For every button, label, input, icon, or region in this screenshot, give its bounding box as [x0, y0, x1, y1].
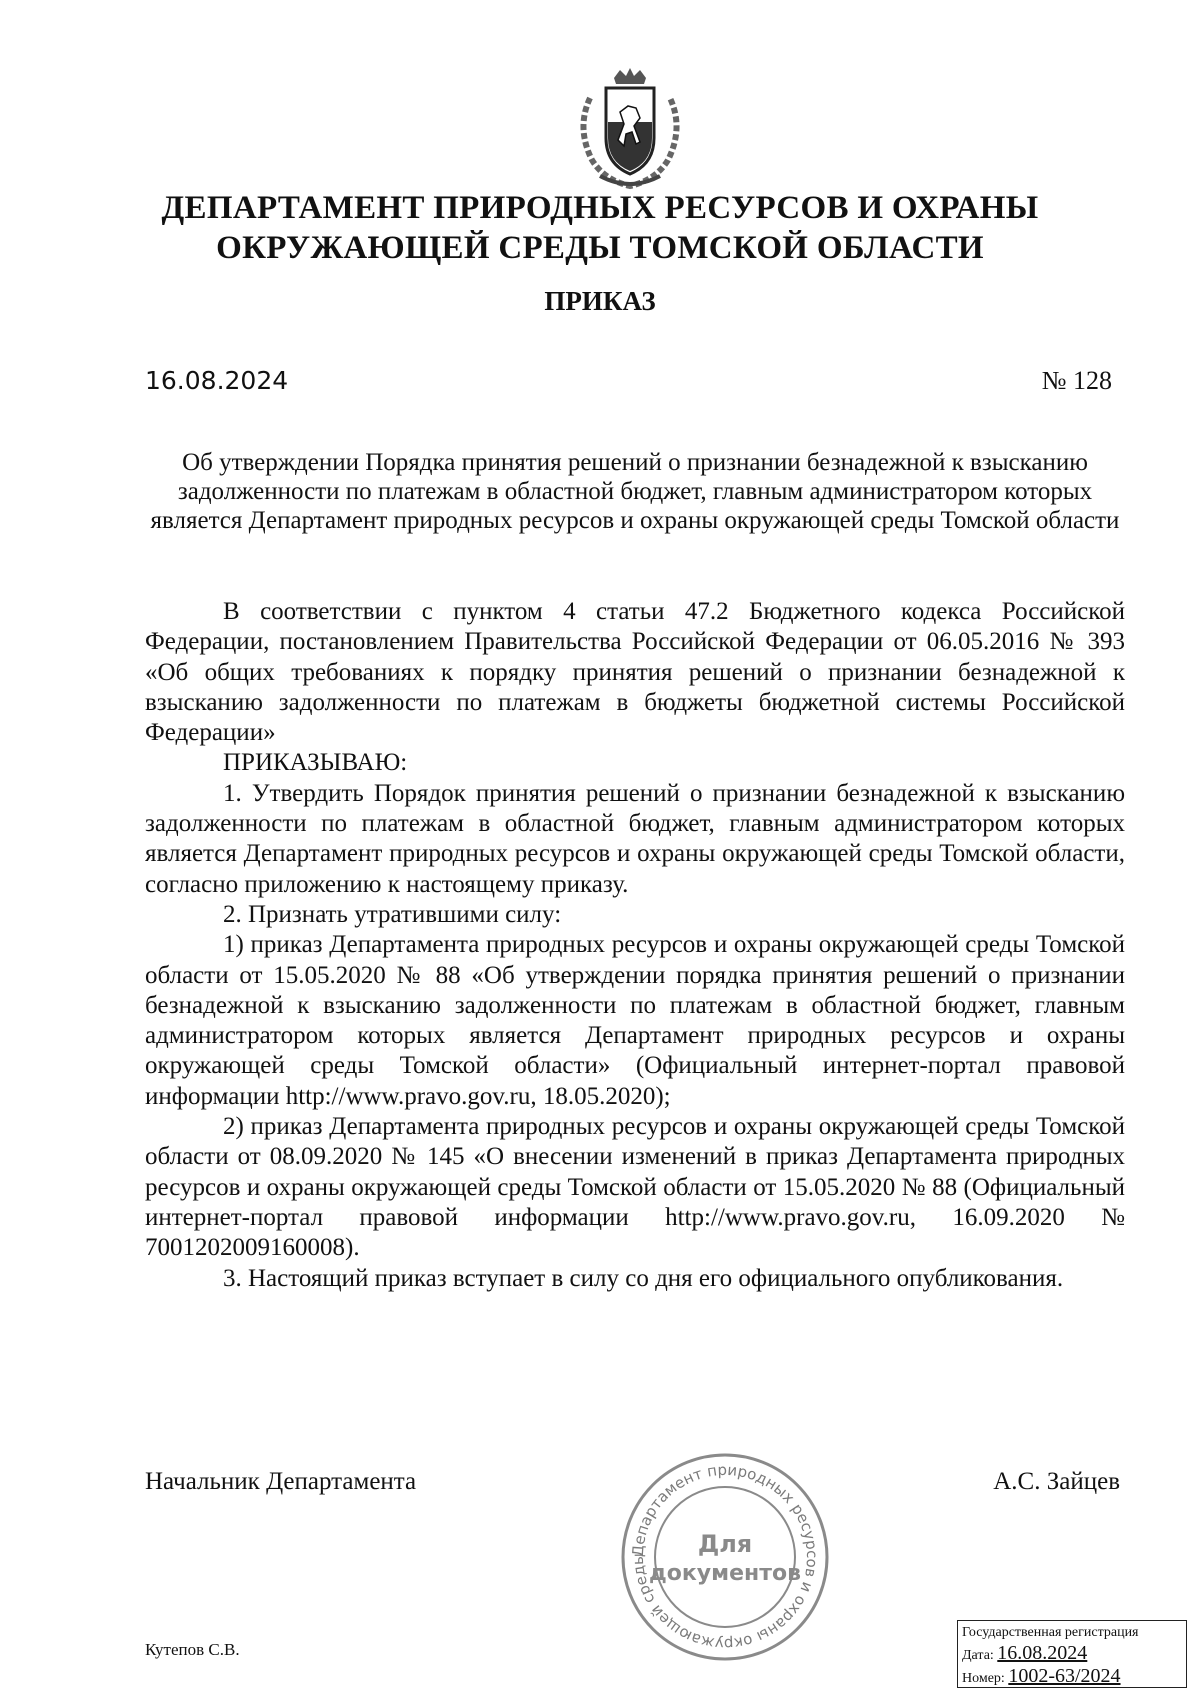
- official-stamp: [620, 1452, 830, 1662]
- item-2-1-paragraph: 1) приказ Департамента природных ресурсов и охраны окружающей среды Томской области от 15.05.2020 № 88 «Об утверждении порядка принятия решений о признании безнадежной к взысканию задолженности по платежам в областной бюджет, главным администратором которых является Департамент природных ресурсов и охраны окружающей среды Томской области» (Официальный интернет-портал правовой информации http://www.pravo.gov.ru, 18.05.2020);: [145, 931, 1125, 1110]
- registration-date-value: 16.08.2024: [997, 1642, 1088, 1664]
- signatory-name: А.С. Зайцев: [993, 1468, 1120, 1495]
- department-title-line2: ОКРУЖАЮЩЕЙ СРЕДЫ ТОМСКОЙ ОБЛАСТИ: [216, 230, 984, 266]
- registration-box: [957, 1620, 1187, 1688]
- item-1-paragraph: 1. Утвердить Порядок принятия решений о признании безнадежной к взысканию задолженности по платежам в областной бюджет, главным администратором которых является Департамент природных ресурсов и охраны окружающей среды Томской области, согласно приложению к настоящему приказу.: [145, 779, 1125, 898]
- order-number: № 128: [1041, 366, 1112, 395]
- registration-title: Государственная регистрация: [962, 1625, 1139, 1640]
- item-2-paragraph: 2. Признать утратившими силу:: [223, 900, 562, 928]
- registration-date-label: Дата:: [962, 1648, 994, 1663]
- stamp-center-line2: документов: [648, 1561, 802, 1586]
- department-title: [150, 188, 1050, 268]
- signatory-role: Начальник Департамента: [145, 1468, 417, 1495]
- order-subject: Об утверждении Порядка принятия решений о признании безнадежной к взысканию задолженности по платежам в областной бюджет, главным администратором которых является Департамент природных ресурсов и охраны окружающей среды Томской области: [150, 449, 1120, 534]
- order-body: [145, 597, 1125, 1294]
- registration-number-value: 1002-63/2024: [1008, 1665, 1121, 1687]
- registration-number-label: Номер:: [962, 1671, 1005, 1686]
- order-date: 16.08.2024: [145, 366, 289, 395]
- order-word: ПРИКАЗЫВАЮ:: [223, 749, 408, 777]
- stamp-center-line1: Для: [697, 1530, 753, 1558]
- preamble-paragraph: В соответствии с пунктом 4 статьи 47.2 Бюджетного кодекса Российской Федерации, постановлением Правительства Российской Федерации от 06.05.2016 № 393 «Об общих требованиях к порядку принятия решений о признании безнадежной к взысканию задолженности по платежам в бюджеты бюджетной системы Российской Федерации»: [145, 598, 1125, 747]
- department-title-line1: ДЕПАРТАМЕНТ ПРИРОДНЫХ РЕСУРСОВ И ОХРАНЫ: [161, 190, 1039, 226]
- coat-of-arms-icon: [570, 68, 690, 193]
- item-3-paragraph: 3. Настоящий приказ вступает в силу со дня его официального опубликования.: [223, 1264, 1064, 1292]
- item-2-2-paragraph: 2) приказ Департамента природных ресурсов и охраны окружающей среды Томской области от 08.09.2020 № 145 «О внесении изменений в приказ Департамента природных ресурсов и охраны окружающей среды Томской области от 15.05.2020 № 88 (Официальный интернет-портал правовой информации http://www.pravo.gov.ru, 16.09.2020 № 7001202009160008).: [145, 1113, 1125, 1262]
- order-type-heading: ПРИКАЗ: [544, 286, 656, 316]
- stamp-ring-text: Департамент природных ресурсов и охраны окружающей среды: [628, 1460, 822, 1654]
- executor-name: Кутепов С.В.: [145, 1640, 240, 1659]
